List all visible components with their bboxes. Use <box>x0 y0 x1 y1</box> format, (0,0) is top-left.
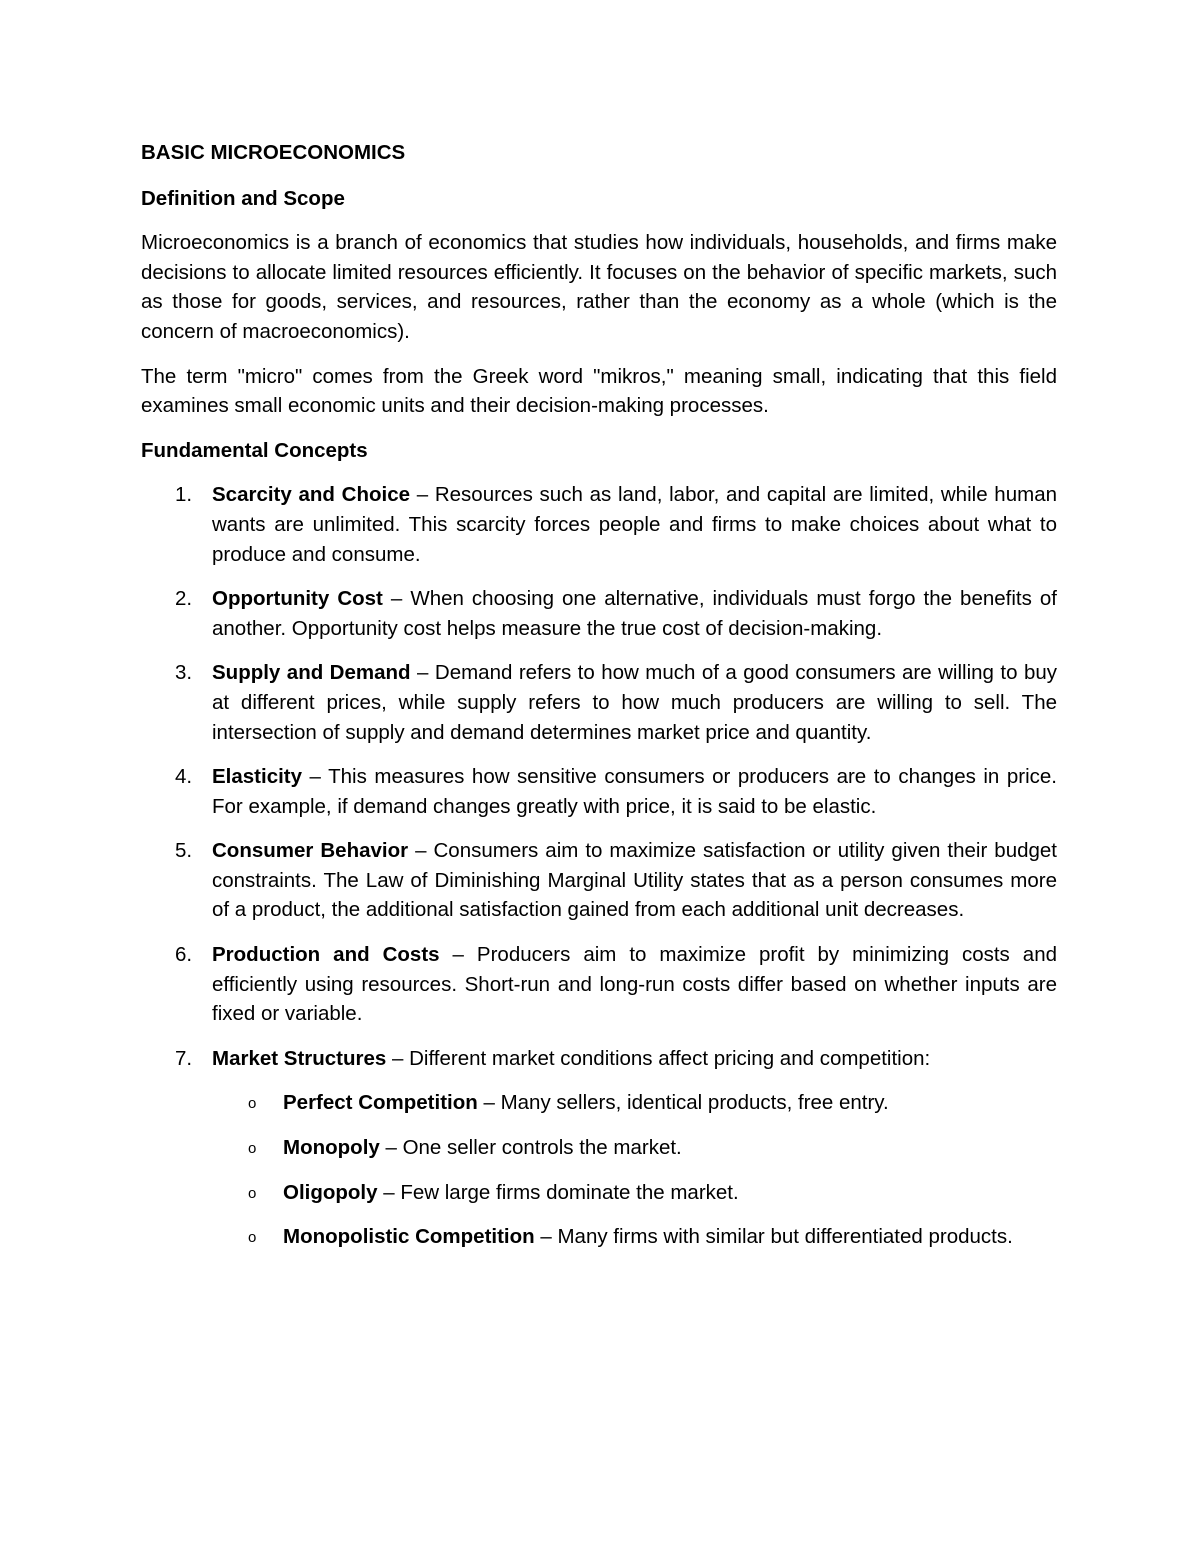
concept-elasticity <box>141 762 1057 821</box>
concept-term: Scarcity and Choice <box>212 483 411 507</box>
market-text: – Many firms with similar but differentiated products. <box>534 1225 1013 1249</box>
market-term: Oligopoly <box>283 1180 378 1204</box>
list-number: 6. <box>175 943 193 967</box>
concept-text: – Producers aim to maximize profit by minimizing costs and efficiently using resources. Short-run and long-run costs differ based on whether inputs are fixed or variable. <box>212 943 1057 1026</box>
section-heading-concepts: Fundamental Concepts <box>141 438 368 462</box>
market-text: – Few large firms dominate the market. <box>377 1180 739 1204</box>
bullet-icon: o <box>248 1229 257 1247</box>
concept-term: Opportunity Cost <box>212 587 383 611</box>
market-monopoly <box>212 1133 1057 1163</box>
concepts-list <box>141 480 1057 1251</box>
concept-term: Market Structures <box>212 1046 387 1070</box>
market-monopolistic-competition <box>212 1222 1057 1252</box>
document-title: BASIC MICROECONOMICS <box>141 141 406 164</box>
concept-supply-demand <box>141 658 1057 747</box>
list-number: 3. <box>175 661 193 685</box>
list-number: 7. <box>175 1046 193 1070</box>
concept-consumer-behavior <box>141 836 1057 925</box>
market-oligopoly <box>212 1178 1057 1208</box>
concept-text: – Resources such as land, labor, and capital are limited, while human wants are unlimited. This scarcity forces people and firms to make choices about what to produce and consume. <box>212 483 1057 566</box>
concept-opportunity-cost <box>141 584 1057 643</box>
bullet-icon: o <box>248 1140 257 1158</box>
concept-term: Elasticity <box>212 765 303 789</box>
list-number: 5. <box>175 839 193 863</box>
concept-scarcity <box>141 480 1057 569</box>
concept-text: – This measures how sensitive consumers or producers are to changes in price. For example, if demand changes greatly with price, it is said to be elastic. <box>212 765 1057 818</box>
concept-term: Production and Costs <box>212 943 440 967</box>
document-page <box>141 138 1057 1267</box>
paragraph-definition: Microeconomics is a branch of economics that studies how individuals, households, and firms make decisions to allocate limited resources efficiently. It focuses on the behavior of specific markets, such as those for goods, services, and resources, rather than the economy as a whole (which is the concern of macroeconomics). <box>141 231 1057 343</box>
list-number: 4. <box>175 765 193 789</box>
list-number: 2. <box>175 587 193 611</box>
market-structures-list <box>212 1088 1057 1251</box>
concept-term: Consumer Behavior <box>212 839 409 863</box>
market-text: – One seller controls the market. <box>379 1136 682 1160</box>
concept-text: – Demand refers to how much of a good consumers are willing to buy at different prices, while supply refers to how much producers are willing to sell. The intersection of supply and demand determines market price and quantity. <box>212 661 1057 744</box>
bullet-icon: o <box>248 1184 257 1202</box>
paragraph-etymology: The term "micro" comes from the Greek word "mikros," meaning small, indicating that this field examines small economic units and their decision-making processes. <box>141 364 1057 418</box>
market-term: Perfect Competition <box>283 1091 478 1115</box>
concept-text: – Consumers aim to maximize satisfaction or utility given their budget constraints. The Law of Diminishing Marginal Utility states that as a person consumes more of a product, the additional satisfaction gained from each additional unit decreases. <box>212 839 1057 922</box>
bullet-icon: o <box>248 1095 257 1113</box>
concept-term: Supply and Demand <box>212 661 411 685</box>
section-heading-definition: Definition and Scope <box>141 186 345 210</box>
concept-production-costs <box>141 940 1057 1029</box>
list-number: 1. <box>175 483 193 507</box>
market-perfect-competition <box>212 1088 1057 1118</box>
market-term: Monopoly <box>283 1136 380 1160</box>
concept-text: – Different market conditions affect pricing and competition: <box>386 1046 931 1070</box>
concept-text: – When choosing one alternative, individuals must forgo the benefits of another. Opportunity cost helps measure the true cost of decision-making. <box>212 587 1057 640</box>
market-term: Monopolistic Competition <box>283 1225 535 1249</box>
market-text: – Many sellers, identical products, free entry. <box>477 1091 889 1115</box>
concept-market-structures <box>141 1044 1057 1252</box>
